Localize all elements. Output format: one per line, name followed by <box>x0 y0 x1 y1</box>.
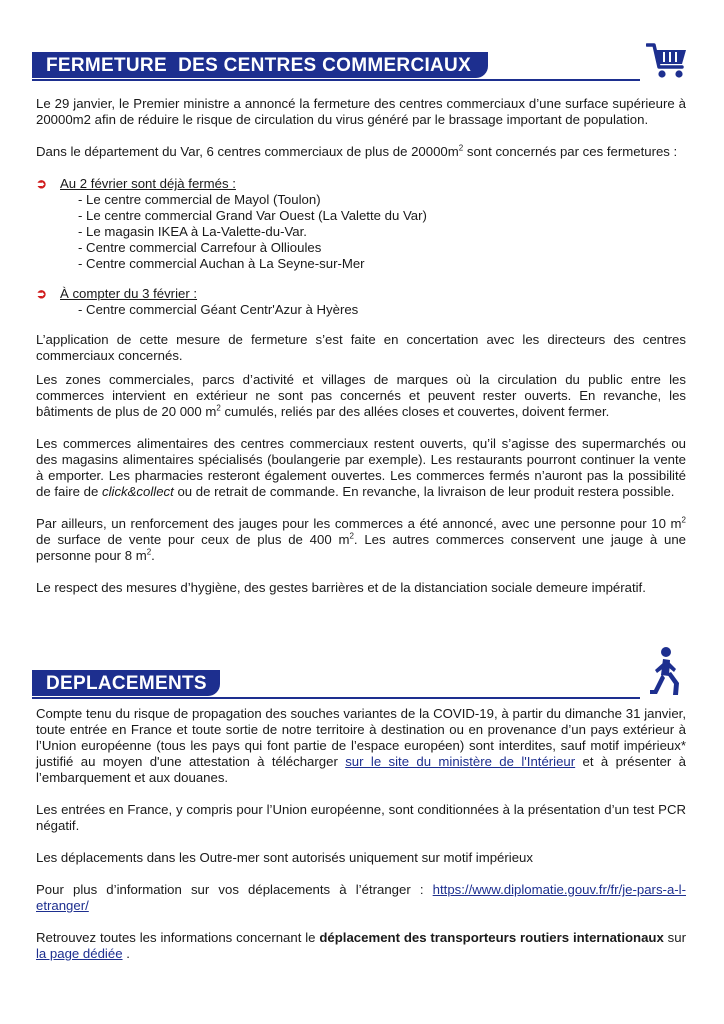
paragraph <box>36 144 686 160</box>
superscript: 2 <box>349 531 354 541</box>
text-run: Par ailleurs, un renforcement des jauges pour les commerces a été annoncé, avec une personne pour 10 m <box>36 516 682 531</box>
bullet-block-closed <box>36 176 686 272</box>
walking-person-icon <box>644 646 684 698</box>
superscript: 2 <box>681 515 686 525</box>
text-run: Dans le département du Var, 6 centres commerciaux de plus de 20000m <box>36 144 459 159</box>
text-run: . <box>122 946 130 961</box>
list-item: - Centre commercial Géant Centr'Azur à Hyères <box>78 302 359 317</box>
bullet-heading: À compter du 3 février : <box>60 286 198 301</box>
paragraph <box>36 882 686 914</box>
text-run: Retrouvez toutes les informations concernant le <box>36 930 320 945</box>
text-run: cumulés, reliés par des allées closes et couvertes, doivent fermer. <box>220 404 610 419</box>
dedicated-page-link[interactable]: la page dédiée <box>36 946 123 961</box>
text-run-bold: déplacement des transporteurs routiers internationaux <box>319 930 664 945</box>
section-title: FERMETURE DES CENTRES COMMERCIAUX <box>46 55 472 76</box>
section-body-deplacements <box>36 706 686 978</box>
text-run: Compte tenu du risque de propagation des souches variantes de la COVID-19, à partir du dimanche 31 janvier, toute entrée en France et toute sortie de notre territoire à destination ou en provenance d’un pays extérieur à l’Union européenne (tous les pays qui font partie de l’espace européen) sont interdites, sauf motif impérieux* justifié au moyen d'une attestation à télécharger <box>36 706 686 769</box>
bullet-head <box>36 176 686 192</box>
list-item: - Centre commercial Carrefour à Ollioules <box>78 240 322 255</box>
list-item: - Le centre commercial Grand Var Ouest (La Valette du Var) <box>78 208 427 223</box>
text-run: Pour plus d’information sur vos déplacements à l’étranger : <box>36 882 433 897</box>
text-run: Les zones commerciales, parcs d’activité et villages de marques où la circulation du public entre les commerces intervient en extérieur ne sont pas concernés et peuvent rester ouverts. En revanche, les bâtiments de plus de 20 000 m <box>36 372 686 419</box>
text-run: ou de retrait de commande. En revanche, la livraison de leur produit restera possible. <box>173 484 675 499</box>
paragraph: Le 29 janvier, le Premier ministre a annoncé la fermeture des centres commerciaux d’une surface supérieure à 20000m2 afin de réduire le risque de circulation du virus généré par le brassage important de population. <box>36 96 686 127</box>
text-run: . <box>151 548 155 563</box>
closed-centres-list <box>36 192 686 272</box>
paragraph: Les déplacements dans les Outre-mer sont autorisés uniquement sur motif impérieux <box>36 850 533 865</box>
text-run: Les commerces alimentaires des centres commerciaux restent ouverts, qu’il s’agisse des supermarchés ou des magasins alimentaires spécialisés (boulangerie par exemple). Les restaurants pourront continuer la vente à emporter. Les pharmacies resteront également ouvertes. Les commerces fermés n’auront pas la possibilité de faire de <box>36 436 686 499</box>
paragraph <box>36 436 686 500</box>
bullet-block-upcoming <box>36 286 686 318</box>
text-run: sont concernés par ces fermetures : <box>463 144 678 159</box>
superscript: 2 <box>458 143 464 153</box>
section-header-deplacements <box>32 670 686 700</box>
paragraph <box>36 706 686 786</box>
text-run: . Les autres commerces conservent une jauge à une personne pour 8 m <box>36 532 687 563</box>
list-item: - Centre commercial Auchan à La Seyne-sur-Mer <box>78 256 365 271</box>
interieur-site-link[interactable]: sur le site du ministère de l'Intérieur <box>345 754 576 769</box>
text-run: et à présenter à l’embarquement et aux douanes. <box>36 754 686 785</box>
bullet-heading: Au 2 février sont déjà fermés : <box>60 176 236 191</box>
paragraph: L’application de cette mesure de fermeture s’est faite en concertation avec les directeurs des centres commerciaux concernés. <box>36 332 686 363</box>
list-item: - Le centre commercial de Mayol (Toulon) <box>78 192 321 207</box>
section-header-fermeture <box>32 52 686 82</box>
paragraph <box>36 372 686 420</box>
section-rule <box>32 79 640 81</box>
upcoming-closures-list <box>36 302 686 318</box>
diplomatie-link[interactable]: https://www.diplomatie.gouv.fr/fr/je-pars-a-l-etranger/ <box>36 882 686 913</box>
section-title-bar <box>32 670 220 696</box>
section-body-fermeture <box>36 96 686 612</box>
section-title-bar <box>32 52 488 78</box>
arrow-bullet-icon: ➲ <box>36 286 47 301</box>
bullet-head <box>36 286 686 302</box>
arrow-bullet-icon: ➲ <box>36 176 47 191</box>
paragraph: Le respect des mesures d’hygiène, des gestes barrières et de la distanciation sociale demeure impératif. <box>36 580 646 595</box>
paragraph <box>36 930 686 962</box>
list-item: - Le magasin IKEA à La-Valette-du-Var. <box>78 224 307 239</box>
section-title: DEPLACEMENTS <box>46 673 207 694</box>
section-rule <box>32 697 640 699</box>
text-run: sur <box>663 930 687 945</box>
shopping-cart-icon <box>646 41 688 79</box>
text-run-italic: click&collect <box>101 484 174 499</box>
paragraph <box>36 516 686 564</box>
text-run: de surface de vente pour ceux de plus de 400 m <box>36 532 350 547</box>
superscript: 2 <box>216 403 221 413</box>
superscript: 2 <box>146 547 152 557</box>
paragraph: Les entrées en France, y compris pour l’Union européenne, sont conditionnées à la présentation d’un test PCR négatif. <box>36 802 686 833</box>
